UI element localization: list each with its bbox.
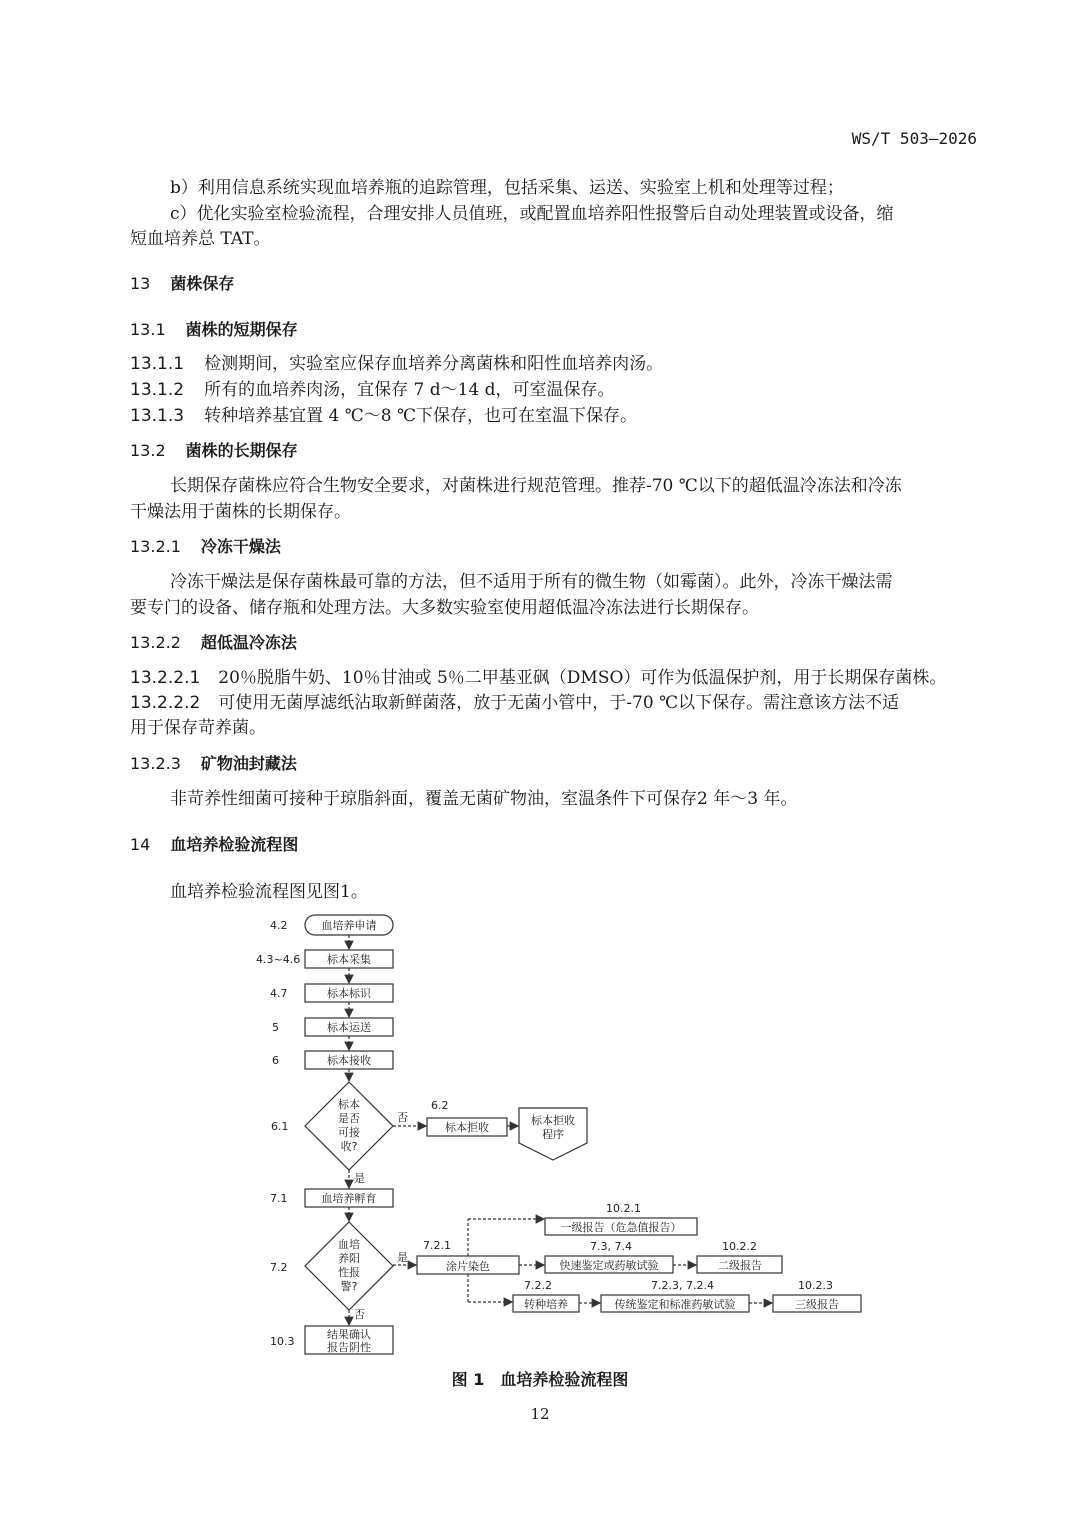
section-title: 菌株的长期保存 bbox=[185, 441, 298, 460]
step-label: 二级报告 bbox=[718, 1259, 762, 1272]
step-label: 标本运送 bbox=[327, 1021, 371, 1034]
step-label: 标本接收 bbox=[327, 1054, 371, 1067]
ref-label: 7.2.2 bbox=[524, 1279, 552, 1292]
step-label: 结果确认 bbox=[327, 1328, 371, 1341]
step-label: 传统鉴定和标准药敏试验 bbox=[614, 1298, 736, 1311]
clause-13-1-3 bbox=[130, 404, 637, 428]
section-title: 菌株的短期保存 bbox=[185, 320, 298, 339]
branch-yes: 是 bbox=[354, 1172, 365, 1185]
paragraph-13-2-3: 非苛养性细菌可接种于琼脂斜面，覆盖无菌矿物油，室温条件下可保存2 年～3 年。 bbox=[170, 789, 798, 809]
step-label: 标本拒收 bbox=[445, 1121, 489, 1134]
step-label: 一级报告（危急值报告） bbox=[560, 1221, 682, 1234]
section-13-1-heading bbox=[130, 318, 298, 342]
clause-text: 检测期间，实验室应保存血培养分离菌株和阳性血培养肉汤。 bbox=[204, 354, 664, 374]
ref-label: 10.2.1 bbox=[606, 1202, 641, 1215]
clause-number: 13.1.1 bbox=[130, 354, 185, 374]
standard-code: WS/T 503—2026 bbox=[851, 129, 977, 148]
section-number: 13 bbox=[130, 274, 151, 293]
decision-line: 是否 bbox=[338, 1112, 360, 1125]
ref-label: 6 bbox=[272, 1054, 279, 1067]
section-number: 14 bbox=[130, 835, 151, 854]
section-13-heading bbox=[130, 272, 234, 296]
clause-number: 13.1.2 bbox=[130, 380, 185, 400]
list-item-c: c）优化实验室检验流程，合理安排人员值班，或配置血培养阳性报警后自动处理装置或设备，缩 bbox=[170, 204, 894, 224]
section-number: 13.2 bbox=[130, 441, 166, 460]
figure-caption: 图 1 血培养检验流程图 bbox=[451, 1370, 629, 1389]
section-title: 冷冻干燥法 bbox=[200, 537, 281, 556]
ref-label: 7.2 bbox=[270, 1261, 288, 1274]
section-title: 血培养检验流程图 bbox=[170, 835, 299, 854]
decision-line: 血培 bbox=[338, 1238, 360, 1251]
section-13-2-heading bbox=[130, 439, 298, 463]
step-label: 报告阴性 bbox=[327, 1341, 371, 1354]
step-label: 程序 bbox=[542, 1128, 564, 1141]
clause-text: 可使用无菌厚滤纸沾取新鲜菌落，放于无菌小管中，于-70 ℃以下保存。需注意该方法不适 bbox=[218, 693, 900, 713]
section-title: 矿物油封藏法 bbox=[200, 754, 297, 773]
ref-label: 10.2.3 bbox=[798, 1279, 833, 1292]
ref-label: 6.1 bbox=[271, 1120, 289, 1133]
section-number: 13.2.3 bbox=[130, 754, 181, 773]
ref-label: 7.3, 7.4 bbox=[590, 1240, 632, 1253]
section-13-2-1-heading bbox=[130, 535, 281, 559]
ref-label: 10.2.2 bbox=[722, 1240, 757, 1253]
paragraph-13-2-line1: 长期保存菌株应符合生物安全要求，对菌株进行规范管理。推荐-70 ℃以下的超低温冷冻法和冷冻 bbox=[170, 476, 902, 496]
section-14-heading bbox=[130, 833, 298, 857]
section-number: 13.1 bbox=[130, 320, 166, 339]
clause-13-2-2-2 bbox=[130, 691, 899, 715]
branch-no: 否 bbox=[397, 1111, 408, 1124]
section-title: 菌株保存 bbox=[170, 274, 235, 293]
clause-13-1-1 bbox=[130, 352, 663, 376]
step-label: 血培养孵育 bbox=[321, 1192, 377, 1205]
ref-label: 5 bbox=[272, 1021, 279, 1034]
clause-13-2-2-1 bbox=[130, 666, 946, 690]
clause-13-2-2-2-cont: 用于保存苛养菌。 bbox=[130, 718, 266, 738]
clause-number: 13.2.2.1 bbox=[130, 668, 201, 688]
clause-number: 13.1.3 bbox=[130, 406, 185, 426]
decision-line: 性报 bbox=[338, 1266, 360, 1279]
paragraph-13-2-line2: 干燥法用于菌株的长期保存。 bbox=[130, 502, 351, 522]
step-label: 血培养申请 bbox=[321, 919, 377, 932]
clause-text: 转种培养基宜置 4 ℃～8 ℃下保存，也可在室温下保存。 bbox=[204, 406, 637, 426]
ref-label: 4.3~4.6 bbox=[256, 953, 301, 966]
section-number: 13.2.1 bbox=[130, 537, 181, 556]
branch-no: 否 bbox=[354, 1308, 365, 1321]
blood-culture-flowchart bbox=[0, 905, 1080, 1365]
section-13-2-3-heading bbox=[130, 752, 297, 776]
ref-label: 7.2.3, 7.2.4 bbox=[651, 1279, 714, 1292]
step-label: 三级报告 bbox=[795, 1298, 839, 1311]
list-item-b: b）利用信息系统实现血培养瓶的追踪管理，包括采集、运送、实验室上机和处理等过程； bbox=[170, 178, 844, 198]
ref-label: 4.7 bbox=[270, 987, 288, 1000]
step-label: 标本标识 bbox=[327, 987, 371, 1000]
paragraph-14: 血培养检验流程图见图1。 bbox=[170, 882, 368, 902]
ref-label: 10.3 bbox=[270, 1335, 295, 1348]
paragraph-13-2-1-line2: 要专门的设备、储存瓶和处理方法。大多数实验室使用超低温冷冻法进行长期保存。 bbox=[130, 598, 759, 618]
clause-text: 20％脱脂牛奶、10％甘油或 5％二甲基亚砜（DMSO）可作为低温保护剂，用于长期保存菌株。 bbox=[218, 668, 947, 688]
decision-line: 养阳 bbox=[338, 1252, 360, 1265]
page-number: 12 bbox=[530, 1405, 550, 1423]
decision-line: 收? bbox=[340, 1140, 358, 1153]
clause-13-1-2 bbox=[130, 378, 615, 402]
step-label: 快速鉴定或药敏试验 bbox=[559, 1259, 659, 1272]
section-title: 超低温冷冻法 bbox=[200, 633, 297, 652]
paragraph-13-2-1-line1: 冷冻干燥法是保存菌株最可靠的方法，但不适用于所有的微生物（如霉菌）。此外，冷冻干燥法需 bbox=[170, 572, 893, 592]
ref-label: 7.1 bbox=[270, 1192, 288, 1205]
branch-yes: 是 bbox=[397, 1251, 408, 1264]
ref-label: 4.2 bbox=[270, 919, 288, 932]
section-13-2-2-heading bbox=[130, 631, 297, 655]
decision-line: 标本 bbox=[338, 1098, 360, 1111]
step-label: 涂片染色 bbox=[446, 1260, 490, 1273]
decision-line: 警? bbox=[340, 1280, 358, 1293]
section-number: 13.2.2 bbox=[130, 633, 181, 652]
step-label: 标本采集 bbox=[327, 953, 371, 966]
list-item-c-cont: 短血培养总 TAT。 bbox=[130, 229, 271, 249]
step-label: 转种培养 bbox=[524, 1298, 568, 1311]
step-label: 标本拒收 bbox=[531, 1114, 575, 1127]
ref-label: 6.2 bbox=[431, 1099, 449, 1112]
clause-text: 所有的血培养肉汤，宜保存 7 d～14 d，可室温保存。 bbox=[204, 380, 615, 400]
clause-number: 13.2.2.2 bbox=[130, 693, 201, 713]
ref-label: 7.2.1 bbox=[423, 1239, 451, 1252]
decision-line: 可接 bbox=[338, 1126, 360, 1139]
